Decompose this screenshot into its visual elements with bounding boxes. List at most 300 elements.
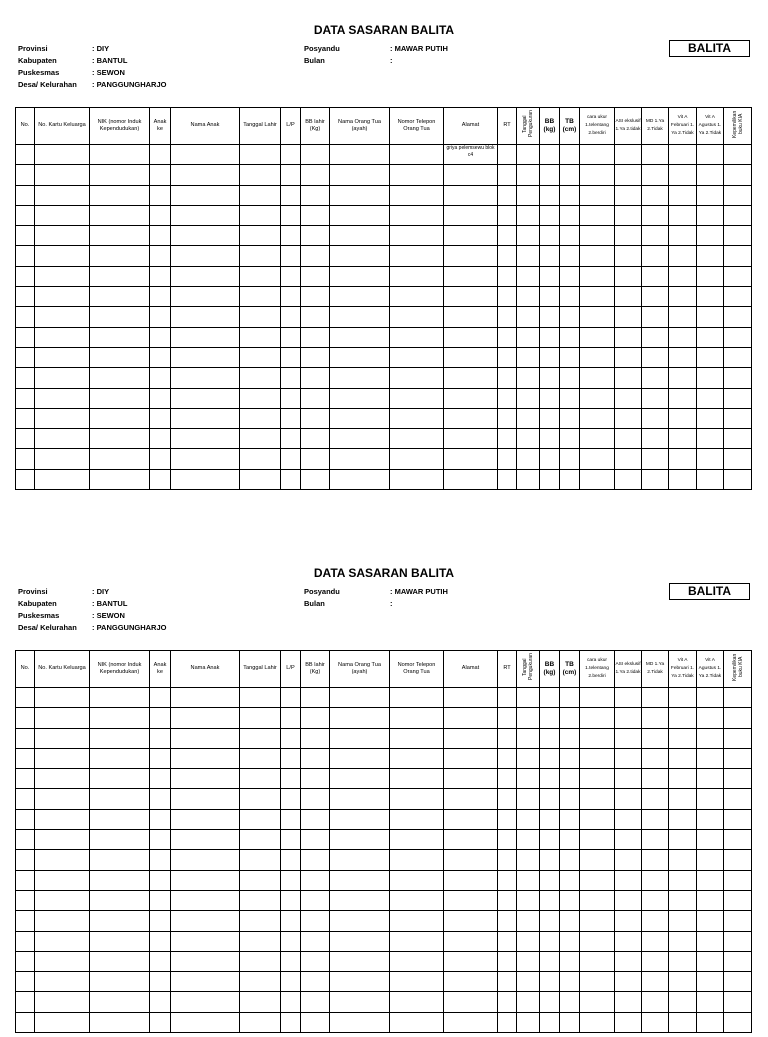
table-cell[interactable]	[669, 246, 697, 266]
table-cell[interactable]	[240, 688, 281, 708]
table-cell[interactable]	[444, 992, 498, 1012]
table-cell[interactable]	[330, 870, 390, 890]
table-cell[interactable]	[697, 327, 724, 347]
table-cell[interactable]	[540, 931, 560, 951]
table-cell[interactable]	[444, 429, 498, 449]
table-cell[interactable]	[498, 748, 517, 768]
table-cell[interactable]	[724, 145, 752, 165]
table-cell[interactable]	[580, 469, 615, 489]
table-cell[interactable]	[35, 890, 90, 910]
table-cell[interactable]	[390, 830, 444, 850]
table-cell[interactable]	[697, 185, 724, 205]
table-cell[interactable]	[301, 688, 330, 708]
table-cell[interactable]	[615, 1012, 642, 1032]
table-cell[interactable]	[171, 368, 240, 388]
table-cell[interactable]	[517, 368, 540, 388]
table-cell[interactable]	[517, 145, 540, 165]
table-cell[interactable]	[16, 165, 35, 185]
table-cell[interactable]	[90, 748, 150, 768]
table-cell[interactable]	[281, 246, 301, 266]
table-cell[interactable]	[517, 226, 540, 246]
table-cell[interactable]	[444, 408, 498, 428]
table-cell[interactable]	[615, 449, 642, 469]
table-cell[interactable]	[615, 205, 642, 225]
table-cell[interactable]	[90, 266, 150, 286]
table-cell[interactable]	[171, 769, 240, 789]
table-cell[interactable]	[580, 368, 615, 388]
table-cell[interactable]	[498, 226, 517, 246]
table-cell[interactable]	[580, 688, 615, 708]
table-cell[interactable]	[724, 850, 752, 870]
table-cell[interactable]	[517, 850, 540, 870]
table-cell[interactable]	[35, 307, 90, 327]
table-cell[interactable]	[16, 748, 35, 768]
table-cell[interactable]	[90, 327, 150, 347]
table-cell[interactable]	[517, 688, 540, 708]
table-cell[interactable]	[669, 1012, 697, 1032]
table-cell[interactable]	[171, 307, 240, 327]
table-cell[interactable]	[240, 307, 281, 327]
table-cell[interactable]	[540, 809, 560, 829]
table-cell[interactable]	[150, 809, 171, 829]
table-cell[interactable]	[517, 911, 540, 931]
table-cell[interactable]	[615, 870, 642, 890]
table-cell[interactable]	[498, 708, 517, 728]
table-cell[interactable]	[90, 688, 150, 708]
table-cell[interactable]	[171, 327, 240, 347]
table-cell[interactable]	[615, 890, 642, 910]
table-cell[interactable]	[16, 429, 35, 449]
table-cell[interactable]	[390, 368, 444, 388]
table-cell[interactable]	[16, 951, 35, 971]
table-cell[interactable]	[301, 951, 330, 971]
table-cell[interactable]	[35, 1012, 90, 1032]
table-cell[interactable]	[724, 890, 752, 910]
table-cell[interactable]	[390, 890, 444, 910]
table-cell[interactable]	[390, 469, 444, 489]
table-cell[interactable]	[90, 870, 150, 890]
table-cell[interactable]	[580, 708, 615, 728]
table-cell[interactable]	[150, 469, 171, 489]
table-cell[interactable]	[390, 429, 444, 449]
table-cell[interactable]	[642, 165, 669, 185]
table-cell[interactable]	[90, 769, 150, 789]
table-cell[interactable]	[580, 205, 615, 225]
table-cell[interactable]	[444, 1012, 498, 1032]
table-cell[interactable]	[281, 708, 301, 728]
table-cell[interactable]	[697, 347, 724, 367]
table-cell[interactable]	[301, 368, 330, 388]
table-cell[interactable]	[697, 748, 724, 768]
table-cell[interactable]	[390, 972, 444, 992]
table-cell[interactable]	[16, 789, 35, 809]
table-cell[interactable]	[724, 708, 752, 728]
table-cell[interactable]	[615, 830, 642, 850]
table-cell[interactable]	[540, 850, 560, 870]
table-cell[interactable]	[540, 266, 560, 286]
table-cell[interactable]	[150, 911, 171, 931]
table-cell[interactable]	[724, 388, 752, 408]
table-cell[interactable]	[580, 789, 615, 809]
table-cell[interactable]	[697, 1012, 724, 1032]
table-cell[interactable]	[560, 347, 580, 367]
table-cell[interactable]	[150, 368, 171, 388]
table-cell[interactable]	[540, 688, 560, 708]
table-cell[interactable]	[35, 327, 90, 347]
table-cell[interactable]	[615, 287, 642, 307]
table-cell[interactable]	[560, 429, 580, 449]
table-cell[interactable]	[330, 307, 390, 327]
table-cell[interactable]	[444, 205, 498, 225]
table-cell[interactable]	[560, 1012, 580, 1032]
table-cell[interactable]	[301, 449, 330, 469]
table-cell[interactable]	[669, 388, 697, 408]
table-cell[interactable]	[301, 429, 330, 449]
table-cell[interactable]	[615, 769, 642, 789]
table-cell[interactable]	[669, 287, 697, 307]
table-cell[interactable]	[697, 688, 724, 708]
table-cell[interactable]	[301, 890, 330, 910]
table-cell[interactable]	[498, 368, 517, 388]
table-cell[interactable]	[697, 931, 724, 951]
table-cell[interactable]	[330, 185, 390, 205]
table-cell[interactable]	[560, 890, 580, 910]
table-cell[interactable]	[390, 728, 444, 748]
table-cell[interactable]	[669, 368, 697, 388]
table-cell[interactable]	[580, 388, 615, 408]
table-cell[interactable]	[390, 809, 444, 829]
table-cell[interactable]	[301, 972, 330, 992]
table-cell[interactable]	[90, 287, 150, 307]
table-cell[interactable]	[642, 449, 669, 469]
table-cell[interactable]	[517, 469, 540, 489]
table-cell[interactable]	[390, 408, 444, 428]
table-cell[interactable]	[301, 266, 330, 286]
table-cell[interactable]	[150, 748, 171, 768]
table-cell[interactable]	[669, 688, 697, 708]
table-cell[interactable]	[171, 728, 240, 748]
table-cell[interactable]	[240, 327, 281, 347]
table-cell[interactable]	[330, 165, 390, 185]
table-cell[interactable]	[330, 728, 390, 748]
table-cell[interactable]	[240, 830, 281, 850]
table-cell[interactable]	[90, 850, 150, 870]
table-cell[interactable]	[669, 992, 697, 1012]
table-cell[interactable]	[724, 246, 752, 266]
table-cell[interactable]	[669, 911, 697, 931]
table-cell[interactable]	[669, 205, 697, 225]
table-cell[interactable]	[16, 347, 35, 367]
table-cell[interactable]	[16, 769, 35, 789]
table-cell[interactable]	[560, 809, 580, 829]
table-cell[interactable]	[171, 870, 240, 890]
table-cell[interactable]	[580, 769, 615, 789]
table-cell[interactable]	[540, 185, 560, 205]
table-cell[interactable]	[390, 347, 444, 367]
table-cell[interactable]	[150, 388, 171, 408]
table-cell[interactable]	[540, 408, 560, 428]
table-cell[interactable]	[697, 469, 724, 489]
table-cell[interactable]	[301, 911, 330, 931]
table-cell[interactable]	[560, 708, 580, 728]
table-cell[interactable]	[150, 688, 171, 708]
table-cell[interactable]	[669, 748, 697, 768]
table-cell[interactable]	[301, 830, 330, 850]
table-cell[interactable]	[669, 327, 697, 347]
table-cell[interactable]	[560, 931, 580, 951]
table-cell[interactable]	[697, 992, 724, 1012]
table-cell[interactable]	[444, 850, 498, 870]
table-cell[interactable]	[580, 911, 615, 931]
table-cell[interactable]	[560, 850, 580, 870]
table-cell[interactable]	[240, 870, 281, 890]
table-cell[interactable]	[171, 911, 240, 931]
table-cell[interactable]	[580, 327, 615, 347]
table-cell[interactable]	[330, 205, 390, 225]
table-cell[interactable]	[517, 429, 540, 449]
table-cell[interactable]	[240, 185, 281, 205]
table-cell[interactable]	[669, 226, 697, 246]
table-cell[interactable]	[517, 870, 540, 890]
table-cell[interactable]	[16, 972, 35, 992]
table-cell[interactable]	[281, 388, 301, 408]
table-cell[interactable]	[498, 165, 517, 185]
table-cell[interactable]	[16, 850, 35, 870]
table-cell[interactable]	[90, 789, 150, 809]
table-cell[interactable]	[301, 327, 330, 347]
table-cell[interactable]	[240, 469, 281, 489]
table-cell[interactable]	[697, 890, 724, 910]
table-cell[interactable]	[697, 951, 724, 971]
table-cell[interactable]	[498, 870, 517, 890]
table-cell[interactable]	[330, 145, 390, 165]
table-cell[interactable]	[35, 748, 90, 768]
table-cell[interactable]	[697, 789, 724, 809]
table-cell[interactable]	[642, 708, 669, 728]
table-cell[interactable]	[560, 327, 580, 347]
table-cell[interactable]	[390, 388, 444, 408]
table-cell[interactable]	[560, 226, 580, 246]
table-cell[interactable]	[281, 1012, 301, 1032]
table-cell[interactable]	[724, 408, 752, 428]
table-cell[interactable]	[90, 347, 150, 367]
table-cell[interactable]	[330, 890, 390, 910]
table-cell[interactable]	[669, 972, 697, 992]
table-cell[interactable]	[16, 728, 35, 748]
table-cell[interactable]	[301, 870, 330, 890]
table-cell[interactable]	[240, 972, 281, 992]
table-cell[interactable]	[615, 469, 642, 489]
table-cell[interactable]	[16, 266, 35, 286]
table-cell[interactable]	[35, 388, 90, 408]
table-cell[interactable]	[669, 809, 697, 829]
table-cell[interactable]	[724, 287, 752, 307]
table-cell[interactable]	[697, 266, 724, 286]
table-cell[interactable]	[330, 748, 390, 768]
table-cell[interactable]	[35, 769, 90, 789]
table-cell[interactable]	[580, 347, 615, 367]
table-cell[interactable]	[150, 408, 171, 428]
table-cell[interactable]	[724, 992, 752, 1012]
table-cell[interactable]	[240, 809, 281, 829]
table-cell[interactable]	[669, 830, 697, 850]
table-cell[interactable]	[498, 408, 517, 428]
table-cell[interactable]	[642, 789, 669, 809]
table-cell[interactable]	[642, 890, 669, 910]
table-cell[interactable]	[615, 246, 642, 266]
table-cell[interactable]	[540, 890, 560, 910]
table-cell[interactable]	[560, 728, 580, 748]
table-cell[interactable]	[240, 708, 281, 728]
table-cell[interactable]	[35, 830, 90, 850]
table-cell[interactable]	[580, 266, 615, 286]
table-cell[interactable]	[517, 809, 540, 829]
table-cell[interactable]	[669, 850, 697, 870]
table-cell[interactable]	[171, 388, 240, 408]
table-cell[interactable]	[697, 165, 724, 185]
table-cell[interactable]	[615, 972, 642, 992]
table-cell[interactable]	[150, 165, 171, 185]
table-cell[interactable]	[281, 850, 301, 870]
table-cell[interactable]	[498, 911, 517, 931]
table-cell[interactable]	[16, 469, 35, 489]
table-cell[interactable]	[724, 368, 752, 388]
table-cell[interactable]	[540, 769, 560, 789]
table-cell[interactable]	[517, 728, 540, 748]
table-cell[interactable]	[669, 185, 697, 205]
table-cell[interactable]	[330, 688, 390, 708]
table-cell[interactable]	[281, 728, 301, 748]
table-cell[interactable]	[390, 307, 444, 327]
table-cell[interactable]	[281, 911, 301, 931]
table-cell[interactable]	[615, 688, 642, 708]
table-cell[interactable]	[150, 429, 171, 449]
table-cell[interactable]	[90, 368, 150, 388]
table-cell[interactable]	[240, 145, 281, 165]
table-cell[interactable]	[540, 972, 560, 992]
table-cell[interactable]	[150, 870, 171, 890]
table-cell[interactable]	[240, 951, 281, 971]
table-cell[interactable]	[16, 185, 35, 205]
table-cell[interactable]	[580, 185, 615, 205]
table-cell[interactable]	[171, 145, 240, 165]
table-cell[interactable]	[150, 347, 171, 367]
table-cell[interactable]	[150, 205, 171, 225]
table-cell[interactable]	[615, 368, 642, 388]
table-cell[interactable]	[281, 266, 301, 286]
table-cell[interactable]	[560, 205, 580, 225]
table-cell[interactable]	[171, 287, 240, 307]
table-cell[interactable]	[560, 287, 580, 307]
table-cell[interactable]	[498, 388, 517, 408]
table-cell[interactable]	[330, 408, 390, 428]
table-cell[interactable]	[240, 789, 281, 809]
table-cell[interactable]	[498, 347, 517, 367]
table-cell[interactable]	[669, 728, 697, 748]
table-cell[interactable]	[517, 992, 540, 1012]
table-cell[interactable]	[642, 469, 669, 489]
table-cell[interactable]	[16, 688, 35, 708]
table-cell[interactable]	[301, 145, 330, 165]
table-cell[interactable]	[301, 789, 330, 809]
table-cell[interactable]	[301, 246, 330, 266]
table-cell[interactable]	[281, 185, 301, 205]
table-cell[interactable]	[498, 246, 517, 266]
table-cell[interactable]	[281, 327, 301, 347]
table-cell[interactable]	[90, 830, 150, 850]
table-cell[interactable]	[150, 185, 171, 205]
table-cell[interactable]	[540, 368, 560, 388]
table-cell[interactable]	[580, 287, 615, 307]
table-cell[interactable]	[517, 1012, 540, 1032]
table-cell[interactable]	[697, 368, 724, 388]
table-cell[interactable]	[35, 951, 90, 971]
table-cell[interactable]	[16, 992, 35, 1012]
table-cell[interactable]	[560, 688, 580, 708]
table-cell[interactable]	[724, 931, 752, 951]
table-cell[interactable]	[16, 830, 35, 850]
table-cell[interactable]	[517, 165, 540, 185]
table-cell[interactable]	[171, 748, 240, 768]
table-cell[interactable]	[724, 347, 752, 367]
table-cell[interactable]	[301, 347, 330, 367]
table-cell[interactable]	[171, 449, 240, 469]
table-cell[interactable]	[301, 708, 330, 728]
table-cell[interactable]	[90, 165, 150, 185]
table-cell[interactable]	[669, 469, 697, 489]
table-cell[interactable]	[697, 287, 724, 307]
table-cell[interactable]	[580, 870, 615, 890]
table-cell[interactable]	[301, 165, 330, 185]
table-cell[interactable]	[540, 748, 560, 768]
table-cell[interactable]	[560, 870, 580, 890]
table-cell[interactable]	[697, 911, 724, 931]
table-cell[interactable]	[642, 1012, 669, 1032]
table-cell[interactable]	[498, 429, 517, 449]
table-cell[interactable]	[171, 890, 240, 910]
table-cell[interactable]	[724, 911, 752, 931]
table-cell[interactable]	[540, 469, 560, 489]
table-cell[interactable]	[171, 931, 240, 951]
table-cell[interactable]	[560, 185, 580, 205]
table-cell[interactable]	[580, 890, 615, 910]
table-cell[interactable]	[697, 728, 724, 748]
table-cell[interactable]	[240, 287, 281, 307]
table-cell[interactable]	[330, 266, 390, 286]
table-cell[interactable]	[281, 789, 301, 809]
table-cell[interactable]	[642, 205, 669, 225]
table-cell[interactable]	[16, 911, 35, 931]
table-cell[interactable]	[724, 688, 752, 708]
table-cell[interactable]	[517, 287, 540, 307]
table-cell[interactable]	[540, 307, 560, 327]
table-cell[interactable]	[615, 429, 642, 449]
table-cell[interactable]	[642, 728, 669, 748]
table-cell[interactable]	[444, 870, 498, 890]
table-cell[interactable]	[517, 830, 540, 850]
table-cell[interactable]	[390, 185, 444, 205]
table-cell[interactable]	[580, 972, 615, 992]
table-cell[interactable]	[560, 449, 580, 469]
table-cell[interactable]	[330, 769, 390, 789]
table-cell[interactable]	[281, 145, 301, 165]
table-cell[interactable]	[517, 769, 540, 789]
table-cell[interactable]	[281, 890, 301, 910]
table-cell[interactable]	[35, 449, 90, 469]
table-cell[interactable]	[330, 708, 390, 728]
table-cell[interactable]	[498, 205, 517, 225]
table-cell[interactable]	[642, 850, 669, 870]
